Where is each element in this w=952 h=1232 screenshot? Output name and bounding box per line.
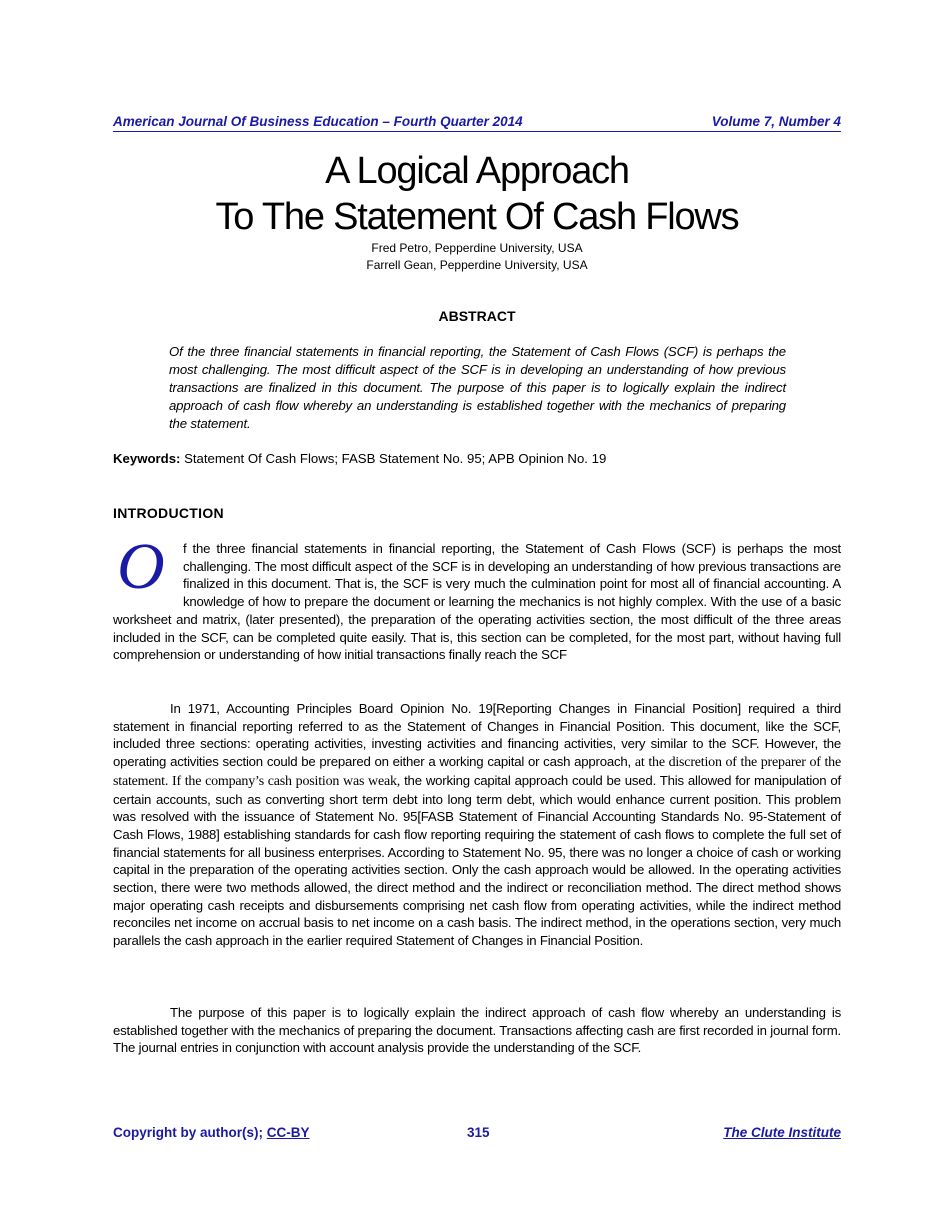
paragraph-3: The purpose of this paper is to logically explain the indirect approach of cash flow whereby an understanding is established together with the mechanics of preparing the document. Transactions affecting cash are first recorded in journal form. The journal entries in conjunction with account analysis provide the understanding of the SCF.: [113, 1005, 841, 1056]
issue-label: Fourth Quarter 2014: [393, 114, 523, 129]
keywords: [113, 451, 841, 466]
license-link[interactable]: CC-BY: [266, 1125, 310, 1140]
copyright-notice: [113, 1125, 310, 1140]
title-line-1: A Logical Approach: [325, 150, 629, 192]
journal-issue: [113, 114, 523, 129]
abstract-text: Of the three financial statements in financial reporting, the Statement of Cash Flows (SCF) is perhaps the most challenging. The most difficult aspect of the SCF is in developing an understanding of how previous transactions are finalized in this document. The purpose of this paper is to logically explain the indirect approach of cash flow whereby an understanding is established together with the mechanics of preparing the statement.: [169, 344, 786, 431]
page-footer: [113, 1125, 841, 1145]
author-list: [113, 240, 841, 274]
paragraph-1: [113, 530, 841, 664]
keywords-text: Statement Of Cash Flows; FASB Statement No. 95; APB Opinion No. 19: [180, 451, 607, 466]
page-number: 315: [467, 1125, 490, 1140]
paragraph-2-text-a: In 1971, Accounting Principles Board Opinion No. 19[Reporting Changes in Financial Position] required a third statement in financial reporting referred to as the Statement of Changes in Financial Position. This document, like the SCF, included three sections: operating activities, investing activities and financing activities, very similar to the SCF. However, the operating activities section could be prepared on either a working capital or cash approach,: [113, 701, 841, 770]
author-1: Fred Petro, Pepperdine University, USA: [371, 241, 583, 255]
running-header: [113, 113, 841, 132]
keywords-label: Keywords:: [113, 451, 181, 466]
drop-cap: O: [117, 530, 165, 603]
paper-page: [113, 0, 841, 1232]
paragraph-1-text: f the three financial statements in financial reporting, the Statement of Cash Flows (SCF) is perhaps the most challenging. The most difficult aspect of the SCF is in developing an understanding of how previous transactions are finalized in this document. That is, the SCF is very much the culmination point for most all of financial accounting. A knowledge of how to prepare the document or learning the mechanics is not highly complex. With the use of a basic worksheet and matrix, (later presented), the preparation of the operating activities section, the most difficult of the three areas included in the SCF, can be completed quite easily. That is, this section can be completed, for the most part, without having full comprehension or understanding of how initial transactions finally reach the SCF: [113, 541, 841, 663]
title-line-2: To The Statement Of Cash Flows: [215, 196, 739, 238]
paragraph-2: [113, 700, 841, 950]
journal-name: American Journal Of Business Education: [113, 114, 379, 129]
author-2: Farrell Gean, Pepperdine University, USA: [366, 258, 588, 272]
paper-title: [113, 148, 841, 240]
publisher-link[interactable]: The Clute Institute: [723, 1125, 841, 1140]
header-separator: –: [378, 114, 394, 129]
introduction-heading: INTRODUCTION: [113, 505, 224, 521]
paragraph-2-serif-run: at the discretion of the preparer of the statement. If the company’s cash position was weak,: [113, 755, 842, 789]
copyright-text: Copyright by author(s);: [113, 1125, 267, 1140]
volume-label: Volume 7, Number 4: [711, 114, 841, 129]
paragraph-2-text-c: the working capital approach could be used. This allowed for manipulation of certain accounts, such as converting short term debt into long term debt, which would enhance current position. This problem was resolved with the issuance of Statement No. 95[FASB Statement of Financial Accounting Standards No. 95-Statement of Cash Flows, 1988] establishing standards for cash flow reporting requiring the statement of cash flows to complete the full set of financial statements for all business enterprises. According to Statement No. 95, there was no longer a choice of cash or working capital in the preparation of the operating activities section. Only the cash approach would be allowed. In the operating activities section, there were two methods allowed, the direct method and the indirect or reconciliation method. The direct method shows major operating cash receipts and disbursements comprising net cash flow from operating activities, while the indirect method reconciles net income on accrual basis to net income on a cash basis. The indirect method, in the operations section, very much parallels the cash approach in the earlier required Statement of Changes in Financial Position.: [113, 772, 841, 949]
abstract-heading: ABSTRACT: [438, 308, 516, 324]
